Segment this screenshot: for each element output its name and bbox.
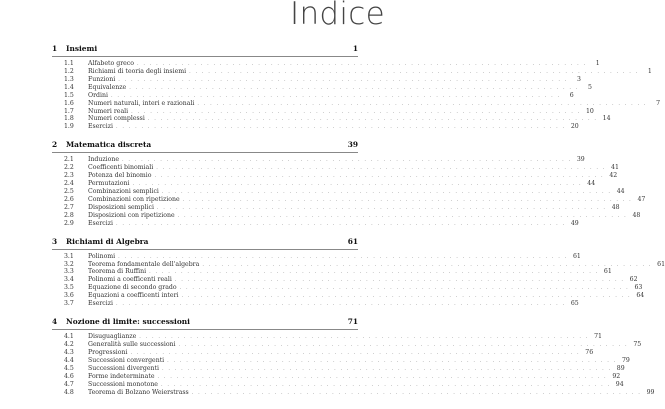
section-title: Esercizi [88, 300, 113, 308]
section-title: Equivalenze [88, 83, 127, 91]
section-entry[interactable] [52, 211, 641, 220]
section-number: 2.3 [64, 172, 74, 180]
section-entry[interactable] [52, 380, 624, 389]
chapter-divider [52, 249, 358, 250]
dot-leader: . . . . . . . . . . . . . . . . . . . . . . . . . . . . . . . . . . . . . . . . . . . . . . . . . . . . . . . . . . . . . . . . . . . . . . . [178, 341, 629, 348]
section-entry[interactable] [52, 219, 579, 228]
section-page: 44 [616, 187, 625, 195]
dot-leader: . . . . . . . . . . . . . . . . . . . . . . . . . . . . . . . . . . . . . . . . . . . . . . . . . . . . . . . . . . . . . . . . . . . . . . . [118, 76, 568, 83]
section-entry[interactable] [52, 388, 655, 397]
chapter-divider [52, 56, 358, 57]
chapter-entry[interactable] [52, 237, 358, 249]
section-page: 79 [622, 356, 630, 364]
section-number: 4.1 [64, 333, 74, 341]
section-list [52, 156, 646, 227]
dot-leader: . . . . . . . . . . . . . . . . . . . . . . . . . . . . . . . . . . . . . . . . . . . . . . . . . . . . . . . . . . . . . . . . . . . . . . . [110, 92, 561, 99]
section-number: 2.9 [64, 219, 74, 227]
section-number: 3.7 [64, 300, 74, 308]
section-page: 7 [656, 99, 661, 107]
dot-leader: . . . . . . . . . . . . . . . . . . . . . . . . . . . . . . . . . . . . . . . . . . . . . . . . . . . . . . . . . . . . . . . . . . . . . . . [161, 188, 612, 195]
page-title: Indice [290, 0, 385, 32]
section-list [52, 60, 661, 131]
section-entry[interactable] [52, 268, 612, 276]
section-title: Combinazioni con ripetizione [88, 195, 180, 203]
section-entry[interactable] [52, 333, 602, 341]
dot-leader: . . . . . . . . . . . . . . . . . . . . . . . . . . . . . . . . . . . . . . . . . . . . . . . . . . . . . . . . . . . . . . . . . . . . . . . [139, 334, 589, 341]
dot-leader: . . . . . . . . . . . . . . . . . . . . . . . . . . . . . . . . . . . . . . . . . . . . . . . . . . . . . . . . . . . . . . . . . . . . . . . [122, 157, 572, 164]
section-title: Successioni convergenti [88, 356, 165, 364]
section-number: 1.8 [64, 115, 74, 123]
dot-leader: . . . . . . . . . . . . . . . . . . . . . . . . . . . . . . . . . . . . . . . . . . . . . . . . . . . . . . . . . . . . . . . . . . . . . . . [137, 61, 587, 67]
section-title: Numeri complessi [88, 115, 145, 123]
section-title: Potenza del binomio [88, 172, 152, 180]
section-entry[interactable] [52, 156, 585, 164]
section-page: 3 [576, 75, 581, 83]
section-page: 6 [569, 91, 574, 99]
chapter-page: 39 [347, 140, 358, 150]
chapter-entry[interactable] [52, 140, 358, 152]
section-title: Permutazioni [88, 180, 130, 188]
section-title: Disposizioni semplici [88, 203, 154, 211]
section-entry[interactable] [52, 115, 611, 123]
section-number: 2.8 [64, 211, 74, 219]
section-page: 49 [570, 219, 579, 227]
section-title: Coefficenti binomiali [88, 164, 154, 172]
section-page: 61 [657, 260, 665, 268]
section-entry[interactable] [52, 123, 579, 131]
chapter-title: Richiami di Algebra [66, 236, 149, 246]
section-number: 4.6 [64, 372, 74, 380]
section-title: Polinomi [88, 252, 116, 260]
section-title: Alfabeto greco [88, 60, 134, 67]
section-number: 2.6 [64, 195, 74, 203]
section-entry[interactable] [52, 75, 581, 84]
section-number: 3.3 [64, 268, 74, 276]
dot-leader: . . . . . . . . . . . . . . . . . . . . . . . . . . . . . . . . . . . . . . . . . . . . . . . . . . . . . . . . . . . . . . . . . . . . . . . [131, 108, 581, 115]
section-entry[interactable] [52, 187, 625, 196]
dot-leader: . . . . . . . . . . . . . . . . . . . . . . . . . . . . . . . . . . . . . . . . . . . . . . . . . . . . . . . . . . . . . . . . . . . . . . . [157, 373, 608, 380]
dot-leader: . . . . . . . . . . . . . . . . . . . . . . . . . . . . . . . . . . . . . . . . . . . . . . . . . . . . . . . . . . . . . . . . . . . . . . . [197, 100, 648, 107]
section-entry[interactable] [52, 180, 596, 188]
section-entry[interactable] [52, 364, 625, 373]
section-title: Successioni divergenti [88, 364, 159, 372]
section-number: 1.2 [64, 67, 74, 75]
section-number: 1.3 [64, 75, 74, 83]
section-entry[interactable] [52, 195, 646, 204]
dot-leader: . . . . . . . . . . . . . . . . . . . . . . . . . . . . . . . . . . . . . . . . . . . . . . . . . . . . . . . . . . . . . . . . . . . . . . . [174, 277, 625, 284]
section-page: 89 [616, 364, 625, 372]
section-title: Esercizi [88, 123, 113, 131]
section-title: Richiami di teoria degli insiemi [88, 67, 187, 75]
section-number: 4.5 [64, 364, 74, 372]
section-list [52, 333, 655, 396]
section-title: Progressioni [88, 348, 128, 356]
section-title: Teorema di Bolzano Weierstrass [88, 388, 189, 396]
section-number: 4.4 [64, 356, 74, 364]
section-page: 65 [570, 300, 579, 308]
chapter-entry[interactable] [52, 317, 358, 329]
section-title: Polinomi a coefficenti reali [88, 276, 172, 284]
dot-leader: . . . . . . . . . . . . . . . . . . . . . . . . . . . . . . . . . . . . . . . . . . . . . . . . . . . . . . . . . . . . . . . . . . . . . . . [116, 301, 566, 308]
dot-leader: . . . . . . . . . . . . . . . . . . . . . . . . . . . . . . . . . . . . . . . . . . . . . . . . . . . . . . . . . . . . . . . . . . . . . . . [189, 68, 639, 75]
chapter-number: 1 [52, 44, 58, 53]
dot-leader: . . . . . . . . . . . . . . . . . . . . . . . . . . . . . . . . . . . . . . . . . . . . . . . . . . . . . . . . . . . . . . . . . . . . . . . [156, 204, 607, 211]
section-number: 4.2 [64, 340, 74, 348]
section-number: 1.9 [64, 123, 74, 131]
section-title: Esercizi [88, 219, 113, 227]
section-entry[interactable] [52, 356, 630, 365]
chapter-title: Insiemi [66, 44, 98, 53]
section-page: 63 [634, 284, 643, 292]
section-number: 4.7 [64, 380, 74, 388]
dot-leader: . . . . . . . . . . . . . . . . . . . . . . . . . . . . . . . . . . . . . . . . . . . . . . . . . . . . . . . . . . . . . . . . . . . . . . . [177, 212, 628, 219]
section-page: 61 [572, 252, 581, 260]
dot-leader: . . . . . . . . . . . . . . . . . . . . . . . . . . . . . . . . . . . . . . . . . . . . . . . . . . . . . . . . . . . . . . . . . . . . . . . [181, 293, 632, 300]
section-page: 47 [637, 195, 646, 203]
chapter-divider [52, 329, 358, 330]
section-page: 14 [602, 115, 611, 123]
section-title: Numeri reali [88, 107, 129, 115]
section-number: 3.1 [64, 252, 74, 260]
section-entry[interactable] [52, 60, 600, 68]
section-entry[interactable] [52, 252, 581, 261]
section-page: 62 [629, 276, 638, 284]
section-title: Combinazioni semplici [88, 187, 159, 195]
section-number: 2.1 [64, 156, 74, 164]
section-entry[interactable] [52, 372, 621, 381]
dot-leader: . . . . . . . . . . . . . . . . . . . . . . . . . . . . . . . . . . . . . . . . . . . . . . . . . . . . . . . . . . . . . . . . . . . . . . . [129, 84, 579, 91]
section-page: 41 [611, 164, 619, 172]
section-page: 1 [647, 67, 652, 75]
section-page: 1 [595, 60, 600, 67]
dot-leader: . . . . . . . . . . . . . . . . . . . . . . . . . . . . . . . . . . . . . . . . . . . . . . . . . . . . . . . . . . . . . . . . . . . . . . . [116, 220, 566, 227]
section-list [52, 252, 665, 308]
section-entry[interactable] [52, 91, 574, 100]
section-title: Equazione di secondo grado [88, 284, 177, 292]
dot-leader: . . . . . . . . . . . . . . . . . . . . . . . . . . . . . . . . . . . . . . . . . . . . . . . . . . . . . . . . . . . . . . . . . . . . . . . [179, 285, 630, 292]
section-page: 76 [585, 348, 594, 356]
dot-leader: . . . . . . . . . . . . . . . . . . . . . . . . . . . . . . . . . . . . . . . . . . . . . . . . . . . . . . . . . . . . . . . . . . . . . . . [147, 116, 598, 123]
dot-leader: . . . . . . . . . . . . . . . . . . . . . . . . . . . . . . . . . . . . . . . . . . . . . . . . . . . . . . . . . . . . . . . . . . . . . . . [191, 389, 642, 396]
dot-leader: . . . . . . . . . . . . . . . . . . . . . . . . . . . . . . . . . . . . . . . . . . . . . . . . . . . . . . . . . . . . . . . . . . . . . . . [160, 381, 611, 388]
section-page: 20 [570, 123, 579, 131]
section-entry[interactable] [52, 67, 652, 76]
section-title: Forme indeterminate [88, 372, 155, 380]
section-entry[interactable] [52, 164, 619, 172]
section-number: 1.4 [64, 83, 74, 91]
section-number: 3.4 [64, 276, 74, 284]
section-entry[interactable] [52, 83, 592, 92]
section-number: 3.5 [64, 284, 74, 292]
section-entry[interactable] [52, 107, 594, 116]
section-number: 1.7 [64, 107, 74, 115]
dot-leader: . . . . . . . . . . . . . . . . . . . . . . . . . . . . . . . . . . . . . . . . . . . . . . . . . . . . . . . . . . . . . . . . . . . . . . . [118, 253, 568, 260]
chapter-divider [52, 152, 358, 153]
section-title: Funzioni [88, 75, 116, 83]
section-entry[interactable] [52, 203, 620, 212]
section-title: Numeri naturali, interi e razionali [88, 99, 195, 107]
section-page: 5 [587, 83, 592, 91]
dot-leader: . . . . . . . . . . . . . . . . . . . . . . . . . . . . . . . . . . . . . . . . . . . . . . . . . . . . . . . . . . . . . . . . . . . . . . . [132, 181, 583, 188]
section-title: Disposizioni con ripetizione [88, 211, 175, 219]
section-page: 39 [576, 156, 585, 164]
table-of-contents [52, 44, 665, 405]
chapter-entry[interactable] [52, 44, 358, 56]
section-page: 94 [615, 380, 624, 388]
section-page: 10 [585, 107, 594, 115]
section-entry[interactable] [52, 284, 643, 292]
section-entry[interactable] [52, 99, 661, 108]
dot-leader: . . . . . . . . . . . . . . . . . . . . . . . . . . . . . . . . . . . . . . . . . . . . . . . . . . . . . . . . . . . . . . . . . . . . . . . [149, 269, 599, 276]
dot-leader: . . . . . . . . . . . . . . . . . . . . . . . . . . . . . . . . . . . . . . . . . . . . . . . . . . . . . . . . . . . . . . . . . . . . . . . [161, 365, 612, 372]
dot-leader: . . . . . . . . . . . . . . . . . . . . . . . . . . . . . . . . . . . . . . . . . . . . . . . . . . . . . . . . . . . . . . . . . . . . . . . [167, 357, 617, 364]
chapter-number: 2 [52, 140, 58, 150]
section-number: 2.2 [64, 164, 74, 172]
section-number: 2.4 [64, 180, 74, 188]
dot-leader: . . . . . . . . . . . . . . . . . . . . . . . . . . . . . . . . . . . . . . . . . . . . . . . . . . . . . . . . . . . . . . . . . . . . . . . [182, 196, 633, 203]
section-page: 75 [633, 340, 642, 348]
chapter-title: Nozione di limite: successioni [66, 317, 190, 327]
section-entry[interactable] [52, 276, 638, 284]
section-title: Equazioni a coefficenti interi [88, 292, 179, 300]
section-entry[interactable] [52, 348, 594, 357]
section-page: 61 [603, 268, 612, 276]
section-entry[interactable] [52, 260, 665, 269]
section-entry[interactable] [52, 172, 618, 180]
section-number: 1.1 [64, 60, 74, 67]
section-entry[interactable] [52, 340, 642, 349]
section-page: 99 [646, 388, 655, 396]
section-number: 3.2 [64, 260, 74, 268]
section-page: 92 [612, 372, 621, 380]
section-number: 1.5 [64, 91, 74, 99]
chapter-page: 61 [347, 236, 358, 246]
dot-leader: . . . . . . . . . . . . . . . . . . . . . . . . . . . . . . . . . . . . . . . . . . . . . . . . . . . . . . . . . . . . . . . . . . . . . . . [116, 124, 566, 131]
chapter-number: 3 [52, 236, 58, 246]
section-number: 4.8 [64, 388, 74, 396]
section-page: 71 [594, 333, 602, 341]
section-page: 42 [609, 172, 618, 180]
dot-leader: . . . . . . . . . . . . . . . . . . . . . . . . . . . . . . . . . . . . . . . . . . . . . . . . . . . . . . . . . . . . . . . . . . . . . . . [154, 173, 605, 180]
chapter-title: Matematica discreta [66, 140, 152, 150]
section-title: Induzione [88, 156, 119, 164]
dot-leader: . . . . . . . . . . . . . . . . . . . . . . . . . . . . . . . . . . . . . . . . . . . . . . . . . . . . . . . . . . . . . . . . . . . . . . . [130, 349, 581, 356]
section-title: Teorema fondamentale dell'algebra [88, 260, 200, 268]
chapter-page: 71 [347, 317, 358, 327]
section-entry[interactable] [52, 300, 579, 308]
section-entry[interactable] [52, 292, 645, 300]
chapter-page: 1 [352, 44, 358, 53]
section-number: 2.5 [64, 187, 74, 195]
dot-leader: . . . . . . . . . . . . . . . . . . . . . . . . . . . . . . . . . . . . . . . . . . . . . . . . . . . . . . . . . . . . . . . . . . . . . . . [202, 261, 653, 268]
section-number: 2.7 [64, 203, 74, 211]
section-title: Teorema di Ruffini [88, 268, 147, 276]
section-title: Disuguaglianze [88, 333, 137, 341]
section-number: 4.3 [64, 348, 74, 356]
section-page: 48 [611, 203, 620, 211]
section-page: 44 [587, 180, 596, 188]
section-number: 3.6 [64, 292, 74, 300]
section-title: Successioni monotone [88, 380, 158, 388]
chapter-number: 4 [52, 317, 58, 327]
section-page: 48 [632, 211, 641, 219]
section-title: Generalità sulle successioni [88, 340, 176, 348]
section-page: 64 [636, 292, 645, 300]
dot-leader: . . . . . . . . . . . . . . . . . . . . . . . . . . . . . . . . . . . . . . . . . . . . . . . . . . . . . . . . . . . . . . . . . . . . . . . [156, 165, 606, 172]
section-number: 1.6 [64, 99, 74, 107]
section-title: Ordini [88, 91, 108, 99]
